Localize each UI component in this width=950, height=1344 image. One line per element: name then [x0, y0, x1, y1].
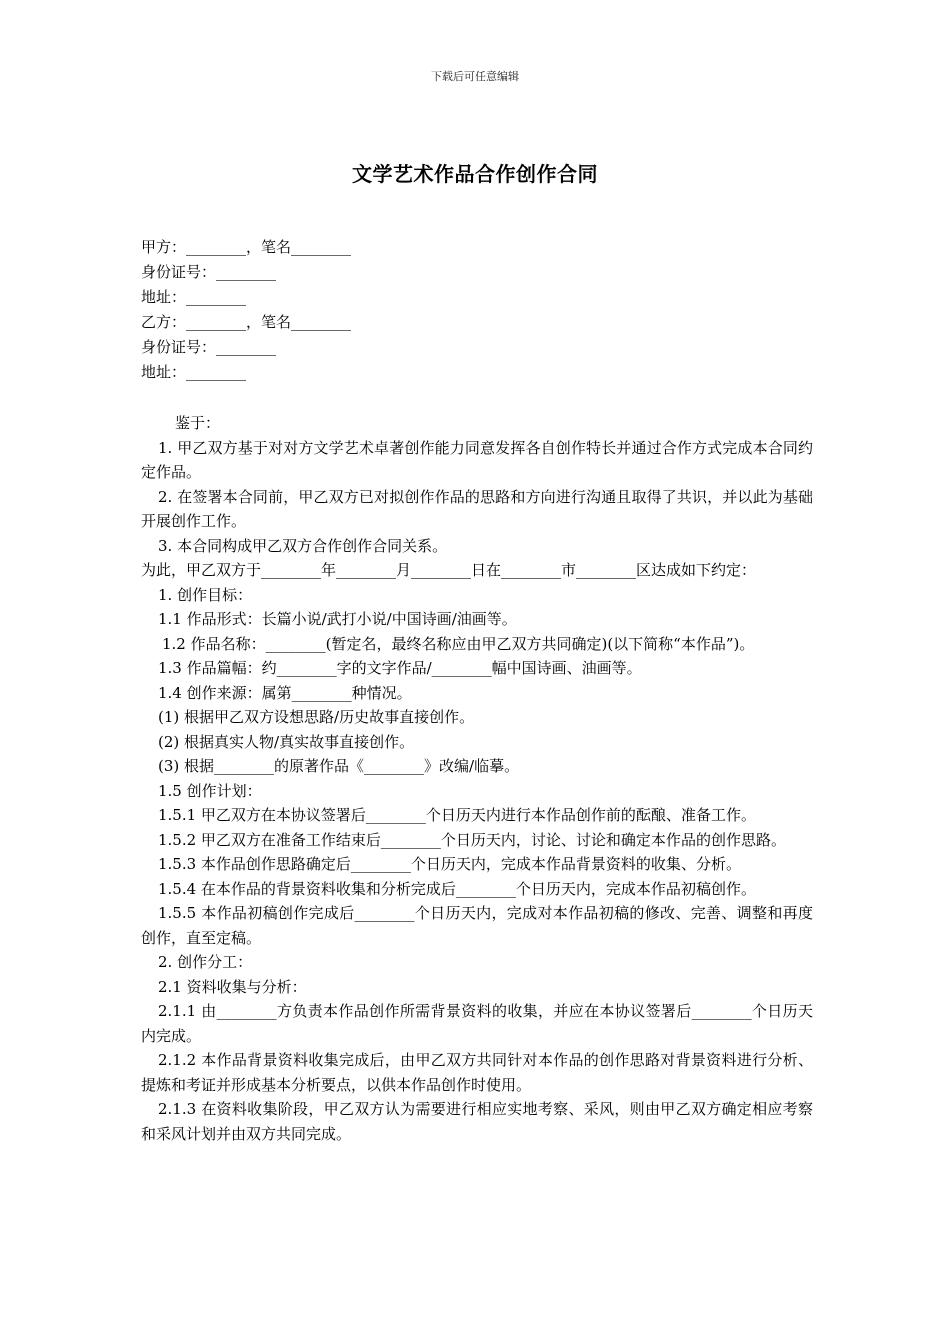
paragraph: 鉴于：	[175, 414, 221, 432]
party-b-id-line: 身份证号：________	[141, 338, 277, 356]
paragraph: 2.1.2 本作品背景资料收集完成后，由甲乙双方共同针对本作品的创作思路对背景资料进行分析、提炼和考证并形成基本分析要点，以供本作品创作时使用。	[141, 1051, 813, 1094]
paragraph: 1.5 创作计划：	[158, 781, 262, 800]
paragraph: 1.5.1 甲乙双方在本协议签署后________个日历天内进行本作品创作前的酝酿、准备工作。	[158, 806, 756, 824]
paragraph: 1.4 创作来源：属第________种情况。	[158, 683, 412, 702]
paragraph: 1.5.3 本作品创作思路确定后________个日历天内，完成本作品背景资料的收集、分析。	[158, 855, 741, 873]
paragraph: 1.5.2 甲乙双方在准备工作结束后________个日历天内，讨论、讨论和确定本作品的创作思路。	[158, 830, 786, 849]
paragraph: 2. 创作分工：	[158, 953, 253, 971]
paragraph: 1.5.5 本作品初稿创作完成后________个日历天内，完成对本作品初稿的修改、完善、调整和再度创作，直至定稿。	[141, 904, 813, 947]
contract-body	[141, 411, 813, 1146]
paragraph: 1.2 作品名称：________(暂定名，最终名称应由甲乙双方共同确定)(以下简称“本作品”)。	[162, 634, 755, 653]
paragraph: 2.1.3 在资料收集阶段，甲乙双方认为需要进行相应实地考察、采风，则由甲乙双方确定相应考察和采风计划并由双方共同完成。	[141, 1100, 813, 1143]
party-b-address-line: 地址：________	[141, 363, 247, 381]
party-a-address-line: 地址：________	[141, 288, 247, 306]
paragraph: 2.1.1 由________方负责本作品创作所需背景资料的收集，并应在本协议签署后________个日历天内完成。	[141, 1002, 813, 1045]
paragraph: 1.3 作品篇幅：约________字的文字作品/________幅中国诗画、油画等。	[158, 659, 642, 677]
paragraph: 2.1 资料收集与分析：	[158, 977, 307, 996]
paragraph: 1. 甲乙双方基于对对方文学艺术卓著创作能力同意发挥各自创作特长并通过合作方式完成本合同约定作品。	[141, 438, 813, 481]
document-title: 文学艺术作品合作创作合同	[352, 162, 598, 186]
paragraph: 3. 本合同构成甲乙双方合作创作合同关系。	[158, 536, 448, 555]
paragraph: 1.1 作品形式：长篇小说/武打小说/中国诗画/油画等。	[158, 610, 517, 628]
header-note: 下载后可任意编辑	[431, 70, 519, 83]
paragraph: (3) 根据________的原著作品《________》改编/临摹。	[158, 757, 520, 775]
paragraph: (2) 根据真实人物/真实故事直接创作。	[158, 732, 415, 751]
party-b-line: 乙方：________，笔名________	[141, 313, 352, 331]
party-info-block	[141, 235, 821, 385]
paragraph: (1) 根据甲乙双方设想思路/历史故事直接创作。	[158, 708, 475, 726]
paragraph: 2. 在签署本合同前，甲乙双方已对拟创作作品的思路和方向进行沟通且取得了共识，并以此为基础开展创作工作。	[141, 487, 813, 530]
paragraph: 为此，甲乙双方于________年________月________日在________市________区达成如下约定：	[141, 561, 757, 579]
party-a-id-line: 身份证号：________	[141, 263, 277, 281]
paragraph: 1.5.4 在本作品的背景资料收集和分析完成后________个日历天内，完成本作品初稿创作。	[158, 879, 756, 898]
party-a-line: 甲方：________，笔名________	[141, 238, 352, 256]
paragraph: 1. 创作目标：	[158, 585, 253, 604]
